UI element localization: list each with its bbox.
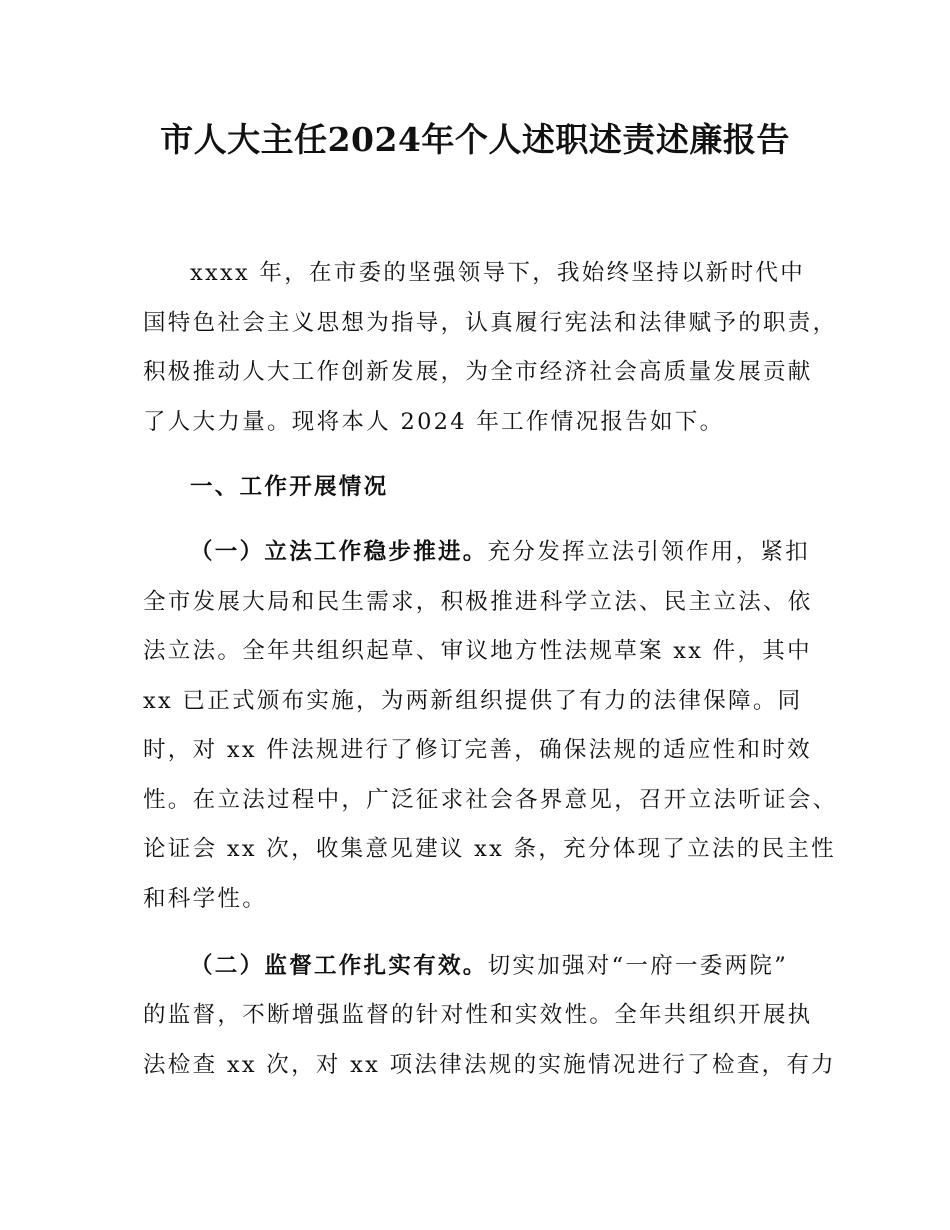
subsection-1-line-6: 性。在立法过程中，广泛征求社会各界意见，召开立法听证会、 [143,787,838,813]
subsection-1-line-3: 法立法。全年共组织起草、审议地方性法规草案 xx 件，其中 [143,638,812,664]
subsection-2-line-3: 法检查 xx 次，对 xx 项法律法规的实施情况进行了检查，有力 [143,1052,836,1078]
intro-line-4: 了人大力量。现将本人 2024 年工作情况报告如下。 [143,409,725,435]
subsection-1-line-8: 和科学性。 [143,886,268,912]
subsection-2-heading: （二）监督工作扎实有效。 [190,953,488,979]
subsection-2-first-line [190,951,788,981]
subsection-1-line-5: 时，对 xx 件法规进行了修订完善，确保法规的适应性和时效 [143,737,812,763]
subsection-1-line-4: xx 已正式颁布实施，为两新组织提供了有力的法律保障。同 [143,688,803,714]
subsection-1-line-2: 全市发展大局和民生需求，积极推进科学立法、民主立法、依 [143,589,813,615]
subsection-2-first-line-text: 切实加强对“一府一委两院” [487,953,789,979]
subsection-1-line-7: 论证会 xx 次，收集意见建议 xx 条，充分体现了立法的民主性 [143,836,836,862]
intro-line-2: 国特色社会主义思想为指导，认真履行宪法和法律赋予的职责， [143,310,838,336]
intro-line-3: 积极推动人大工作创新发展，为全市经济社会高质量发展贡献 [143,359,813,385]
subsection-1-first-line-text: 充分发挥立法引领作用，紧扣 [487,539,811,565]
subsection-1-first-line [190,537,810,567]
subsection-2-line-2: 的监督，不断增强监督的针对性和实效性。全年共组织开展执 [143,1002,813,1028]
section-heading-1: 一、工作开展情况 [190,474,389,500]
subsection-1-heading: （一）立法工作稳步推进。 [190,539,488,565]
intro-line-1: xxxx 年，在市委的坚强领导下，我始终坚持以新时代中 [190,260,806,286]
document-title: 市人大主任2024年个人述职述责述廉报告 [160,120,790,159]
